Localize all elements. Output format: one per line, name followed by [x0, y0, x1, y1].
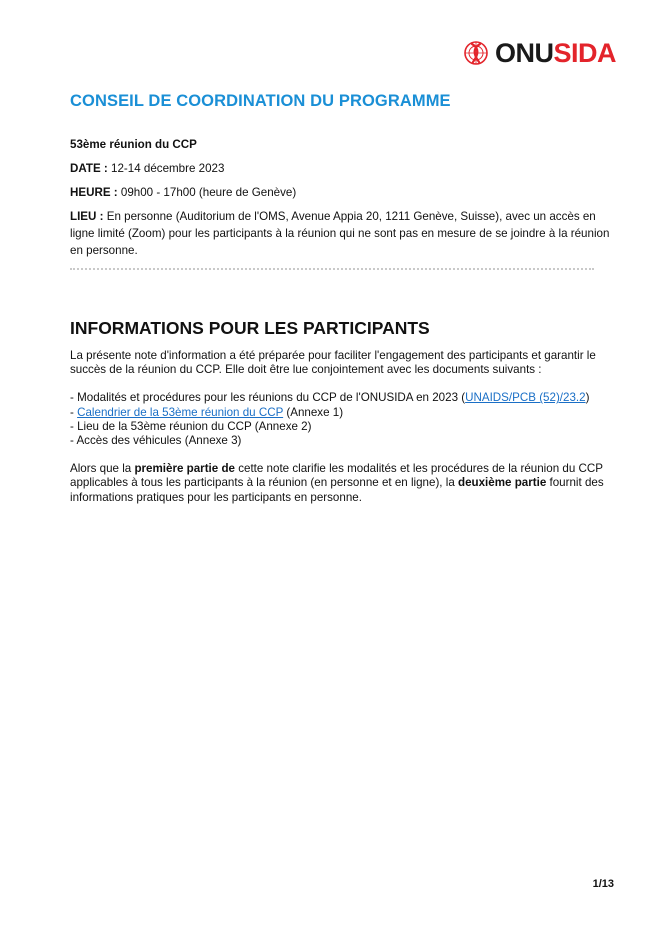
meeting-time — [70, 184, 610, 201]
list-item: - Calendrier de la 53ème réunion du CCP (Annexe 1) — [70, 405, 344, 419]
list-item: - Lieu de la 53ème réunion du CCP (Annexe 2) — [70, 419, 312, 433]
list-item: - Modalités et procédures pour les réunions du CCP de l'ONUSIDA en 2023 (UNAIDS/PCB (52)/23.2) — [70, 391, 590, 405]
place-value: En personne (Auditorium de l'OMS, Avenue Appia 20, 1211 Genève, Suisse), avec un accès en ligne limité (Zoom) pour les participants à la réunion qui ne sont pas en mesure de se joindre à la réunion en personne. — [70, 210, 610, 257]
meeting-info — [70, 136, 610, 266]
time-label: HEURE : — [70, 186, 118, 199]
section-body — [70, 349, 615, 519]
meeting-place — [70, 208, 610, 259]
document-list — [70, 391, 615, 448]
calendar-link[interactable]: Calendrier de la 53ème réunion du CCP — [77, 405, 284, 419]
dotted-divider — [70, 268, 594, 270]
section-heading: INFORMATIONS POUR LES PARTICIPANTS — [70, 318, 430, 338]
date-label: DATE : — [70, 162, 108, 175]
date-value: 12-14 décembre 2023 — [107, 162, 225, 175]
logo-wordmark — [495, 38, 616, 69]
pcb-document-link[interactable]: UNAIDS/PCB (52)/23.2 — [465, 391, 586, 405]
time-value: 09h00 - 17h00 (heure de Genève) — [117, 186, 297, 199]
page-number: 1/13 — [592, 878, 614, 890]
intro-paragraph: La présente note d'information a été préparée pour faciliter l'engagement des participants et garantir le succès de la réunion du CCP. Elle doit être lue conjointement avec les documents suivants : — [70, 349, 596, 377]
closing-paragraph: Alors que la première partie de cette note clarifie les modalités et les procédures de la réunion du CCP applicables à tous les participants à la réunion (en personne et en ligne), la deuxième partie fournit des informations pratiques pour les participants en personne. — [70, 462, 604, 504]
list-item: - Accès des véhicules (Annexe 3) — [70, 434, 242, 448]
logo-suffix: SIDA — [553, 37, 616, 68]
place-label: LIEU : — [70, 210, 104, 223]
document-title: CONSEIL DE COORDINATION DU PROGRAMME — [70, 92, 451, 110]
un-emblem-ribbon-icon — [461, 38, 491, 68]
meeting-name: 53ème réunion du CCP — [70, 138, 197, 151]
logo-prefix: ONU — [494, 37, 554, 68]
meeting-date — [70, 160, 610, 177]
onusida-logo — [461, 38, 616, 68]
